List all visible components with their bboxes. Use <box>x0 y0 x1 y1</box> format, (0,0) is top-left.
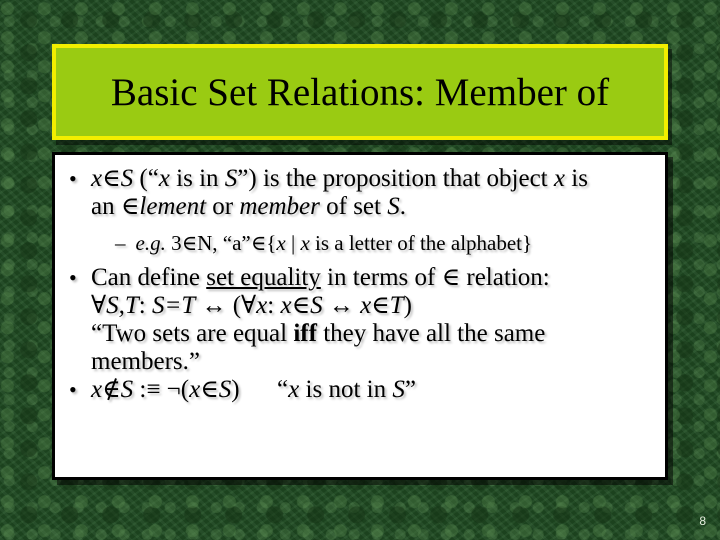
bullet-marker: • <box>69 166 77 191</box>
slide-title-box <box>52 44 668 140</box>
bullet-2-line-2: ∀S,T: S=T ↔ (∀x: x∈S ↔ x∈T) <box>91 292 412 319</box>
set-equality-term: set equality <box>206 264 321 291</box>
sub-bullet-example: – e.g. 3∈N, “a”∈{x | x is a letter of the alphabet} <box>115 231 533 255</box>
bullet-marker: • <box>69 377 77 402</box>
bullet-1 <box>69 165 647 193</box>
bullet-1-line-1: x∈S (“x is in S”) is the proposition that object x is <box>91 165 588 192</box>
bullet-3-line-1: x∉S :≡ ¬(x∈S) “x is not in S” <box>91 376 416 403</box>
slide-content-box <box>52 152 668 480</box>
bullet-2 <box>69 264 647 292</box>
bullet-3 <box>69 376 647 404</box>
bullet-1-line-2: an ∈lement or member of set S. <box>91 193 406 220</box>
slide-title: Basic Set Relations: Member of <box>110 70 610 114</box>
page-number: 8 <box>699 514 706 528</box>
bullet-2-line-4: members.” <box>91 348 200 375</box>
bullet-marker: • <box>69 265 77 290</box>
bullet-2-line-1: Can define set equality in terms of ∈ relation: <box>91 264 550 291</box>
bullet-2-line-3: “Two sets are equal iff they have all the same <box>91 320 546 347</box>
